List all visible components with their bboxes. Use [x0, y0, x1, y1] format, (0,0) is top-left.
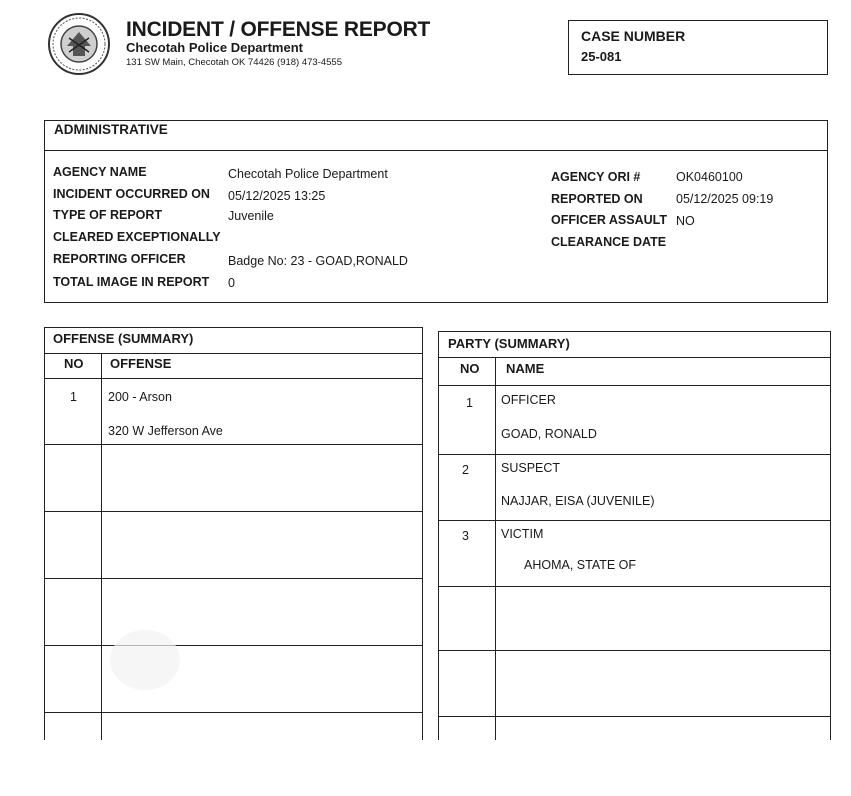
offense-row-offense: 200 - Arson — [108, 390, 172, 404]
party-row-role: SUSPECT — [501, 461, 561, 475]
type-of-report-value: Juvenile — [228, 209, 274, 223]
table-rule — [438, 586, 831, 587]
type-of-report-label: TYPE OF REPORT — [53, 208, 163, 222]
party-row-role: VICTIM — [501, 527, 544, 541]
table-column-divider — [495, 357, 496, 747]
case-number-label: CASE NUMBER — [581, 28, 686, 44]
table-column-divider — [101, 353, 102, 747]
party-row-name: NAJJAR, EISA (JUVENILE) — [501, 494, 655, 508]
offense-col-no: NO — [64, 356, 84, 371]
reporting-officer-label: REPORTING OFFICER — [53, 252, 186, 266]
section-divider — [44, 150, 828, 151]
table-rule — [438, 520, 831, 521]
table-rule — [438, 385, 831, 386]
total-image-label: TOTAL IMAGE IN REPORT — [53, 275, 210, 289]
table-rule — [44, 645, 423, 646]
incident-occurred-value: 05/12/2025 13:25 — [228, 189, 326, 203]
party-row-no: 2 — [462, 463, 469, 477]
offense-col-offense: OFFENSE — [110, 356, 172, 371]
party-summary-title: PARTY (SUMMARY) — [448, 336, 570, 351]
table-rule — [44, 578, 423, 579]
table-rule — [44, 712, 423, 713]
faint-stamp-mark — [110, 630, 180, 690]
party-row-role: OFFICER — [501, 393, 556, 407]
agency-ori-label: AGENCY ORI # — [551, 170, 641, 184]
table-rule — [438, 716, 831, 717]
table-rule — [44, 511, 423, 512]
party-col-no: NO — [460, 361, 480, 376]
table-rule — [44, 444, 423, 445]
party-col-name: NAME — [506, 361, 545, 376]
officer-assault-value: NO — [676, 214, 695, 228]
reported-on-label: REPORTED ON — [551, 192, 643, 206]
page-bottom-margin — [0, 740, 851, 796]
cleared-exceptionally-label: CLEARED EXCEPTIONALLY — [53, 230, 221, 244]
offense-summary-title: OFFENSE (SUMMARY) — [53, 331, 194, 346]
department-seal-icon — [47, 12, 111, 76]
case-number-value: 25-081 — [581, 49, 622, 64]
table-rule — [438, 454, 831, 455]
agency-name-value: Checotah Police Department — [228, 167, 388, 181]
offense-row-no: 1 — [70, 390, 77, 404]
incident-occurred-label: INCIDENT OCCURRED ON — [53, 187, 210, 201]
table-rule — [438, 357, 831, 358]
officer-assault-label: OFFICER ASSAULT — [551, 213, 667, 227]
party-row-name: GOAD, RONALD — [501, 427, 597, 441]
agency-name-label: AGENCY NAME — [53, 165, 147, 179]
party-row-name: AHOMA, STATE OF — [524, 558, 637, 572]
total-image-value: 0 — [228, 276, 235, 290]
administrative-title: ADMINISTRATIVE — [54, 122, 168, 137]
department-address: 131 SW Main, Checotah OK 74426 (918) 473-4555 — [126, 57, 342, 68]
party-row-no: 1 — [466, 396, 473, 410]
reporting-officer-value: Badge No: 23 - GOAD,RONALD — [228, 254, 408, 268]
offense-row-location: 320 W Jefferson Ave — [108, 424, 223, 438]
clearance-date-label: CLEARANCE DATE — [551, 235, 667, 249]
agency-ori-value: OK0460100 — [676, 170, 743, 184]
table-rule — [438, 650, 831, 651]
party-row-no: 3 — [462, 529, 469, 543]
department-name: Checotah Police Department — [126, 40, 303, 55]
report-title: INCIDENT / OFFENSE REPORT — [126, 18, 431, 41]
party-summary-table — [438, 331, 831, 747]
reported-on-value: 05/12/2025 09:19 — [676, 192, 774, 206]
